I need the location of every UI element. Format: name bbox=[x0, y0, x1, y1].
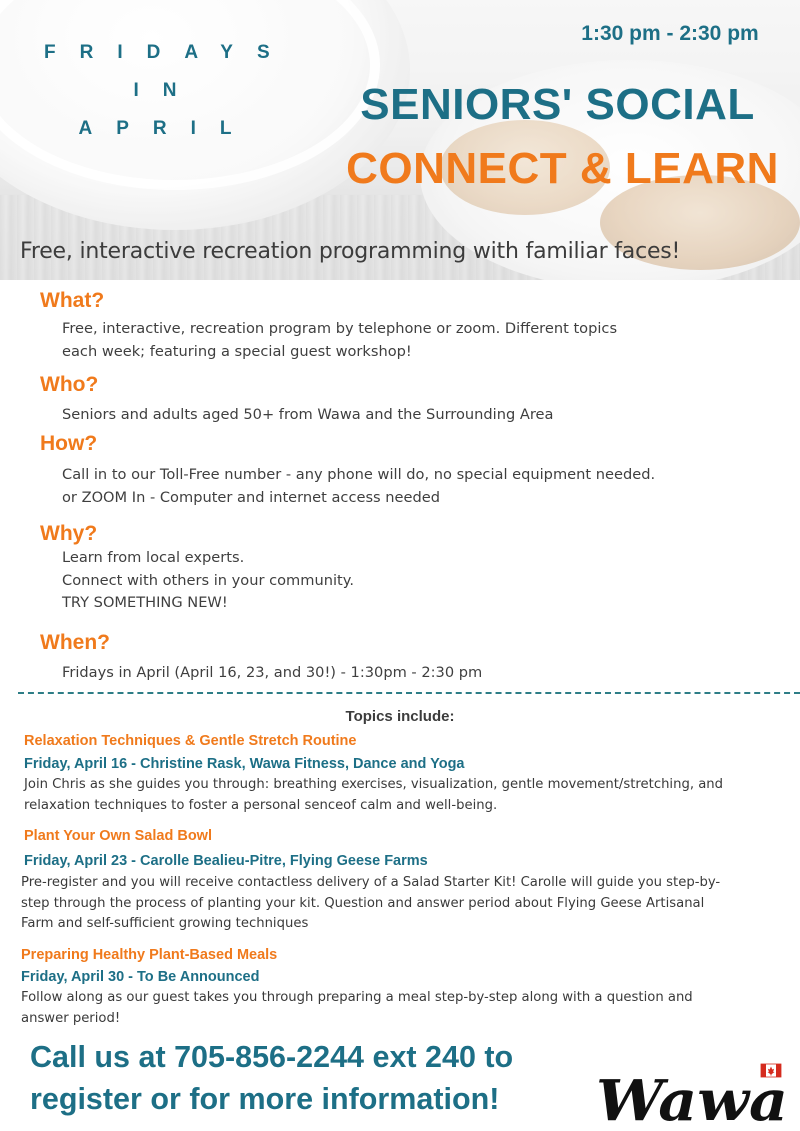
qa-who-answer: Seniors and adults aged 50+ from Wawa and the Surrounding Area bbox=[62, 406, 554, 423]
qa-what-answer: Free, interactive, recreation program by telephone or zoom. Different topics each week; featuring a special guest workshop! bbox=[62, 320, 618, 360]
topic-date: Friday, April 30 - To Be Announced bbox=[21, 969, 260, 985]
qa-why-heading: Why? bbox=[40, 522, 98, 545]
tagline: Free, interactive recreation programming with familiar faces! bbox=[20, 239, 681, 264]
event-time: 1:30 pm - 2:30 pm bbox=[581, 22, 759, 45]
topic-date: Friday, April 23 - Carolle Bealieu-Pitre, Flying Geese Farms bbox=[24, 853, 428, 869]
topic-description: Join Chris as she guides you through: breathing exercises, visualization, gentle movement/stretching, and relaxation techniques to foster a personal senceof calm and well-being. bbox=[24, 777, 724, 813]
topic-description: Follow along as our guest takes you through preparing a meal step-by-step along with a question and answer period! bbox=[21, 990, 693, 1026]
qa-how-heading: How? bbox=[40, 432, 98, 455]
topics-heading: Topics include: bbox=[345, 708, 455, 725]
wawa-logo bbox=[594, 1062, 794, 1124]
topic-description: Pre-register and you will receive contactless delivery of a Salad Starter Kit! Carolle will guide you step-by- step through the process of planting your kit. Question and answer period about Flying Geese Artisanal Farm and self-sufficient growing techniques bbox=[21, 875, 721, 931]
topic-date: Friday, April 16 - Christine Rask, Wawa Fitness, Dance and Yoga bbox=[24, 756, 465, 772]
qa-when-answer: Fridays in April (April 16, 23, and 30!) - 1:30pm - 2:30 pm bbox=[62, 664, 483, 681]
fridays-in-april-label: FRIDAYS IN APRIL bbox=[44, 42, 294, 139]
page-title: SENIORS' SOCIAL bbox=[360, 80, 755, 129]
page-subtitle: CONNECT & LEARN bbox=[346, 144, 779, 193]
topic-name: Preparing Healthy Plant-Based Meals bbox=[21, 947, 278, 963]
topic-name: Relaxation Techniques & Gentle Stretch Routine bbox=[24, 733, 357, 749]
topic-name: Plant Your Own Salad Bowl bbox=[24, 828, 212, 844]
qa-how-answer: Call in to our Toll-Free number - any phone will do, no special equipment needed. or ZOOM In - Computer and internet access needed bbox=[62, 466, 656, 506]
call-to-action: Call us at 705-856-2244 ext 240 to register or for more information! bbox=[30, 1040, 514, 1116]
wawa-logo-text: Wawa bbox=[596, 1068, 788, 1124]
qa-when-heading: When? bbox=[40, 631, 110, 654]
qa-what-heading: What? bbox=[40, 289, 105, 312]
qa-why-answer: Learn from local experts. Connect with others in your community. TRY SOMETHING NEW! bbox=[62, 549, 354, 611]
qa-who-heading: Who? bbox=[40, 373, 99, 396]
section-divider bbox=[18, 692, 800, 694]
